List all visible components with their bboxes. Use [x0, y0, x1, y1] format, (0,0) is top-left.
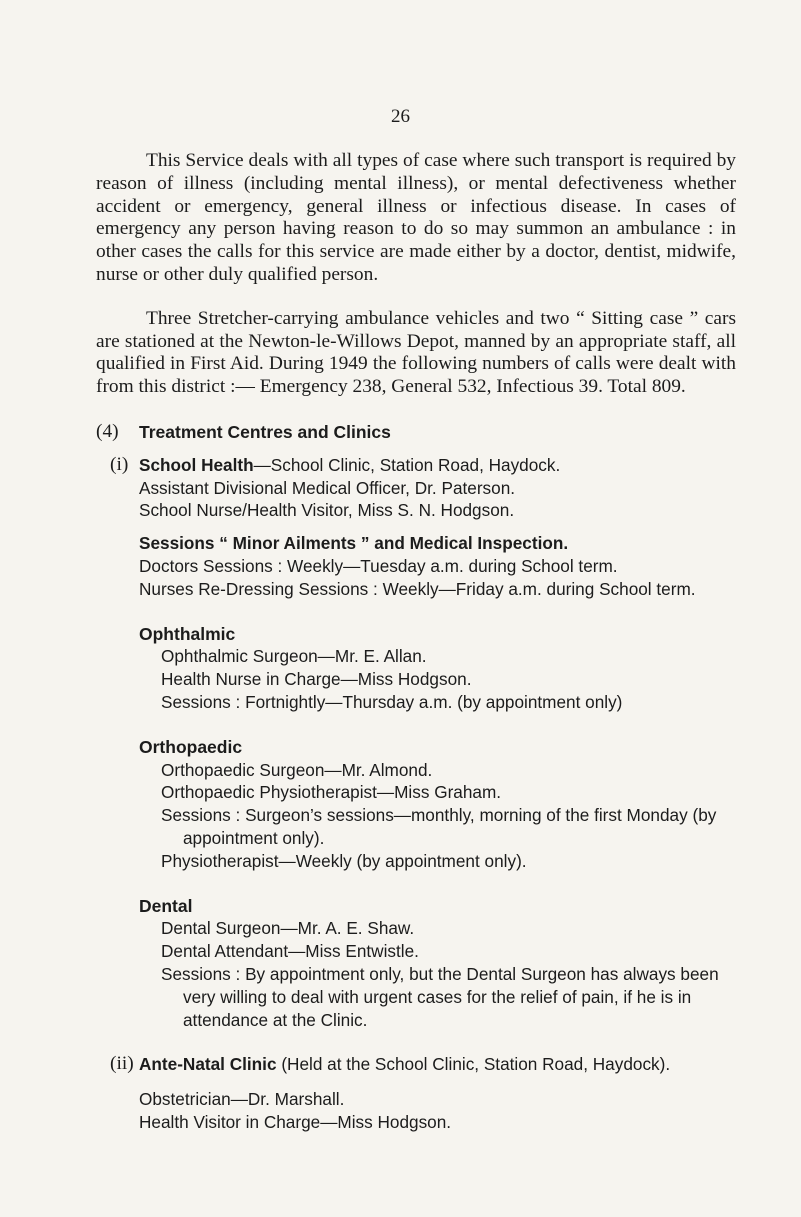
dental-attendant: Dental Attendant—Miss Entwistle.: [161, 941, 419, 962]
school-health-location: —School Clinic, Station Road, Haydock.: [253, 454, 561, 475]
page-number: 26: [391, 106, 410, 127]
ophthalmic-nurse: Health Nurse in Charge—Miss Hodgson.: [161, 669, 472, 690]
ante-natal-heading: [139, 1053, 736, 1076]
ante-natal-location: (Held at the School Clinic, Station Road, Haydock).: [281, 1054, 671, 1075]
school-health-number: (i): [110, 453, 129, 475]
intro-paragraph-ambulance-service: This Service deals with all types of case where such transport is required by reason of illness (including mental illness), or mental defectiveness whether accident or emergency, general illness or infectious disease. In cases of emergency any person having reason to do so may summon an ambulance : in other cases the calls for this service are made either by a doctor, dentist, midwife, nurse or other duly qualified person.: [96, 150, 736, 285]
nurses-sessions: Nurses Re-Dressing Sessions : Weekly—Friday a.m. during School term.: [139, 578, 696, 599]
ante-natal-number: (ii): [110, 1053, 134, 1075]
school-health-entry: [110, 454, 736, 1032]
orthopaedic-heading: Orthopaedic: [139, 736, 243, 757]
school-health-heading: [139, 454, 736, 477]
school-health-officer: Assistant Divisional Medical Officer, Dr. Paterson.: [139, 477, 516, 498]
section-number: (4): [96, 420, 119, 442]
minor-ailments-heading: Sessions “ Minor Ailments ” and Medical Inspection.: [139, 533, 569, 554]
orthopaedic-surgeon: Orthopaedic Surgeon—Mr. Almond.: [161, 759, 433, 780]
ophthalmic-sessions: Sessions : Fortnightly—Thursday a.m. (by appointment only): [161, 691, 623, 712]
obstetrician: Obstetrician—Dr. Marshall.: [139, 1089, 345, 1110]
ante-natal-health-visitor: Health Visitor in Charge—Miss Hodgson.: [139, 1111, 452, 1132]
dental-heading: Dental: [139, 895, 193, 916]
ante-natal-entry: [110, 1053, 736, 1133]
ophthalmic-heading: Ophthalmic: [139, 623, 236, 644]
dental-surgeon: Dental Surgeon—Mr. A. E. Shaw.: [161, 918, 415, 939]
intro-paragraph-vehicles: Three Stretcher-carrying ambulance vehicles and two “ Sitting case ” cars are stationed at the Newton-le-Willows Depot, manned by an appropriate staff, all qualified in First Aid. During 1949 the following numbers of calls were dealt with from this district :— Emergency 238, General 532, Infectious 39. Total 809.: [96, 307, 736, 398]
document-body: [96, 150, 736, 1134]
orthopaedic-physiotherapist: Orthopaedic Physiotherapist—Miss Graham.: [161, 782, 502, 803]
ante-natal-title: Ante-Natal Clinic: [139, 1054, 277, 1075]
school-health-title: School Health: [139, 454, 254, 475]
section-heading: [96, 421, 736, 444]
orthopaedic-sessions: Sessions : Surgeon’s sessions—monthly, morning of the first Monday (by appointment only).: [161, 805, 717, 848]
section-title: Treatment Centres and Clinics: [139, 421, 391, 442]
ophthalmic-surgeon: Ophthalmic Surgeon—Mr. E. Allan.: [161, 646, 427, 667]
physiotherapist-sessions: Physiotherapist—Weekly (by appointment only).: [161, 850, 527, 871]
school-health-nurse: School Nurse/Health Visitor, Miss S. N. Hodgson.: [139, 500, 515, 521]
dental-sessions: Sessions : By appointment only, but the Dental Surgeon has always been very willing to deal with urgent cases for the relief of pain, if he is in attendance at the Clinic.: [161, 963, 719, 1030]
doctors-sessions: Doctors Sessions : Weekly—Tuesday a.m. during School term.: [139, 555, 618, 576]
